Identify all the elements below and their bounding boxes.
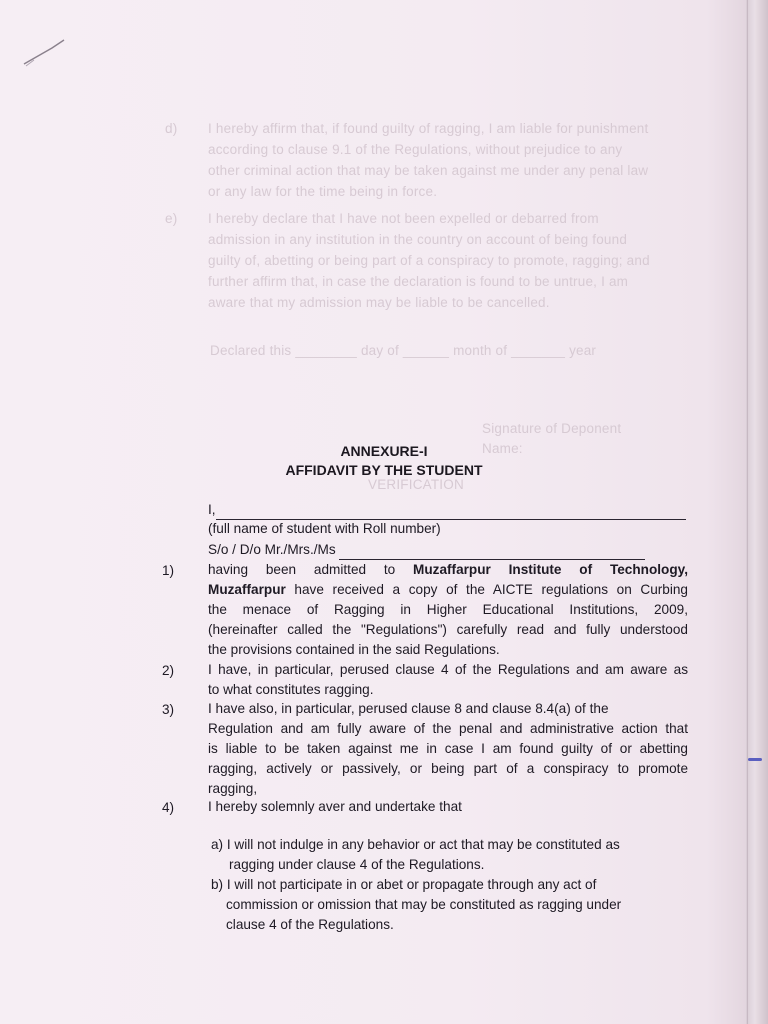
item-text: having been admitted to xyxy=(208,562,414,577)
item-line: ragging, actively or passively, or being part of a conspiracy to promote xyxy=(208,761,688,776)
item-line: the provisions contained in the said Regulations. xyxy=(208,642,500,657)
parent-name-field[interactable] xyxy=(339,545,645,560)
parent-line xyxy=(208,540,645,560)
item-line xyxy=(208,580,688,600)
i-label: I, xyxy=(208,502,216,517)
item-line: to what constitutes ragging. xyxy=(208,682,374,697)
bleed-item-num: d) xyxy=(165,121,178,136)
fullname-hint: (full name of student with Roll number) xyxy=(208,521,441,536)
item-number: 2) xyxy=(162,663,175,678)
bleed-signature: Signature of Deponent xyxy=(482,421,622,436)
item-number: 4) xyxy=(162,800,175,815)
item-line xyxy=(208,560,688,580)
edge-ink-mark xyxy=(748,758,762,761)
annexure-heading: ANNEXURE-I xyxy=(340,443,428,459)
bleed-line: further affirm that, in case the declaration is found to be untrue, I am xyxy=(208,274,629,289)
subitem-line: clause 4 of the Regulations. xyxy=(226,917,394,932)
subitem-line: ragging under clause 4 of the Regulations. xyxy=(229,857,485,872)
institute-city: Muzaffarpur xyxy=(208,582,286,597)
affidavit-title: AFFIDAVIT BY THE STUDENT xyxy=(285,462,483,478)
item-line: the menace of Ragging in Higher Educational Institutions, 2009, xyxy=(208,602,688,617)
bleed-name: Name: xyxy=(482,441,523,456)
item-number: 1) xyxy=(162,563,175,578)
bleed-line: according to clause 9.1 of the Regulations, without prejudice to any xyxy=(208,142,623,157)
item-number: 3) xyxy=(162,702,175,717)
bleed-declared: Declared this ________ day of ______ month of _______ year xyxy=(210,343,597,358)
page-edge xyxy=(746,0,768,1024)
item-line: ragging, xyxy=(208,781,258,796)
bleed-line: admission in any institution in the country on account of being found xyxy=(208,232,628,247)
item-line: is liable to be taken against me in case I am found guilty of or abetting xyxy=(208,741,688,756)
subitem-line: b) I will not participate in or abet or propagate through any act of xyxy=(211,877,597,892)
page-edge-line xyxy=(747,0,748,1024)
name-line xyxy=(208,500,686,520)
bleed-line: aware that my admission may be liable to be cancelled. xyxy=(208,295,550,310)
scratch-mark-icon xyxy=(22,38,66,68)
bleed-line: I hereby affirm that, if found guilty of ragging, I am liable for punishment xyxy=(208,121,649,136)
bleed-line: other criminal action that may be taken against me under any penal law xyxy=(208,163,649,178)
item-line: (hereinafter called the "Regulations") carefully read and fully understood xyxy=(208,622,688,637)
subitem-line: a) I will not indulge in any behavior or act that may be constituted as xyxy=(211,837,620,852)
subitem-line: commission or omission that may be constituted as ragging under xyxy=(226,897,622,912)
bleed-line: guilty of, abetting or being part of a conspiracy to promote, ragging; and xyxy=(208,253,650,268)
student-name-field[interactable] xyxy=(216,505,686,520)
item-line: I have also, in particular, perused clause 8 and clause 8.4(a) of the xyxy=(208,701,609,716)
bleed-verification: VERIFICATION xyxy=(368,477,464,492)
item-line: I hereby solemnly aver and undertake that xyxy=(208,799,462,814)
bleed-item-num: e) xyxy=(165,211,178,226)
institute-name: Muzaffarpur Institute of Technology, xyxy=(413,562,688,577)
item-text: have received a copy of the AICTE regulations on Curbing xyxy=(285,582,688,597)
parent-label: S/o / D/o Mr./Mrs./Ms xyxy=(208,542,336,557)
bleed-line: I hereby declare that I have not been expelled or debarred from xyxy=(208,211,599,226)
item-line: Regulation and am fully aware of the penal and administrative action that xyxy=(208,721,688,736)
item-line: I have, in particular, perused clause 4 of the Regulations and am aware as xyxy=(208,662,688,677)
bleed-line: or any law for the time being in force. xyxy=(208,184,438,199)
